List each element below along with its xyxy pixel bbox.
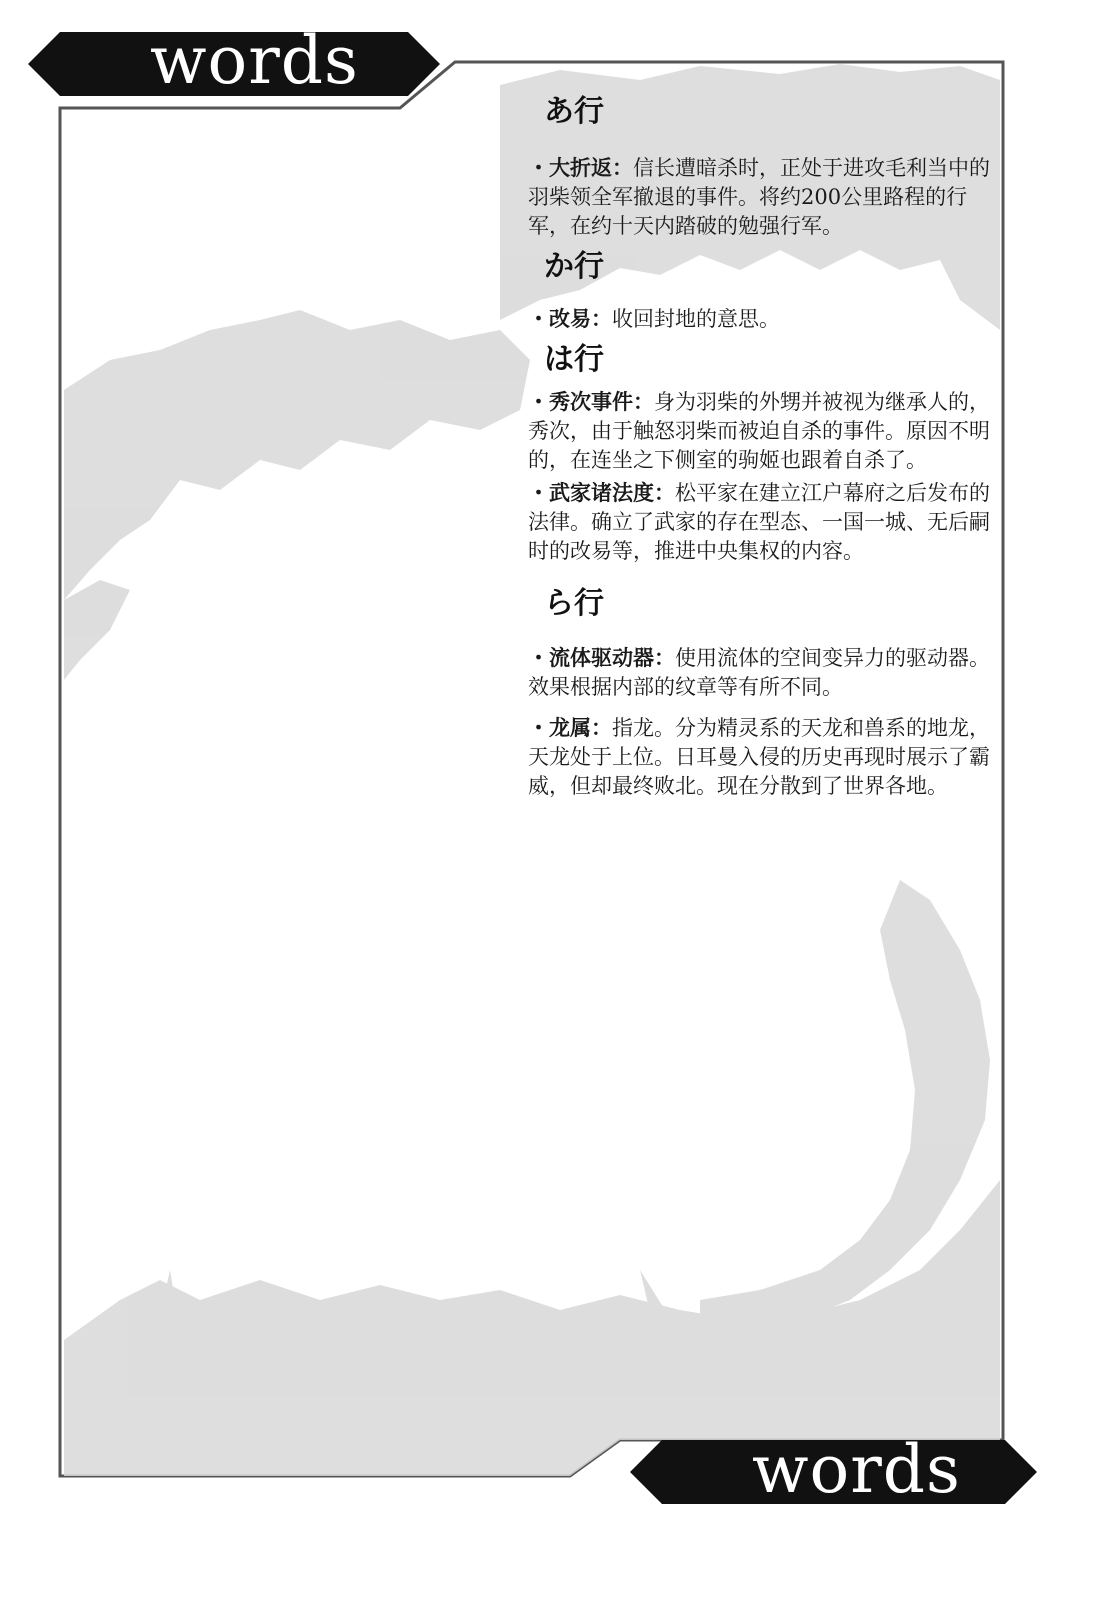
top-banner-title: words (150, 22, 359, 99)
entry-term: ・龙属： (528, 716, 612, 740)
glossary-section-a (528, 92, 990, 241)
glossary-content (528, 92, 990, 813)
section-heading: あ行 (544, 94, 604, 129)
glossary-entry (528, 305, 990, 334)
entry-term: ・秀次事件： (528, 390, 654, 414)
glossary-entry (528, 154, 990, 241)
entry-term: ・改易： (528, 307, 612, 331)
entry-term: ・大折返： (528, 156, 633, 180)
entry-text: 使用流体的空间变异力的驱动器。效果根据内部的纹章等有所不同。 (528, 646, 990, 699)
glossary-section-ha (528, 340, 990, 566)
glossary-entry (528, 714, 990, 801)
section-heading: か行 (544, 249, 604, 284)
section-heading: ら行 (544, 586, 604, 621)
entry-term: ・武家诸法度： (528, 481, 675, 505)
entry-text: 指龙。分为精灵系的天龙和兽系的地龙，天龙处于上位。日耳曼入侵的历史再现时展示了霸威，但却最终败北。现在分散到了世界各地。 (528, 716, 990, 798)
entry-text: 身为羽柴的外甥并被视为继承人的，秀次，由于触怒羽柴而被迫自杀的事件。原因不明的，在连坐之下侧室的驹姬也跟着自杀了。 (528, 390, 990, 472)
glossary-section-ra (528, 584, 990, 801)
bottom-banner-title: words (752, 1431, 961, 1508)
entry-text: 信长遭暗杀时，正处于进攻毛利当中的羽柴领全军撤退的事件。将约200公里路程的行军，在约十天内踏破的勉强行军。 (528, 156, 990, 238)
glossary-entry (528, 644, 990, 702)
entry-text: 松平家在建立江户幕府之后发布的法律。确立了武家的存在型态、一国一城、无后嗣时的改易等，推进中央集权的内容。 (528, 481, 990, 563)
section-heading: は行 (544, 342, 604, 377)
glossary-section-ka (528, 247, 990, 334)
glossary-entry (528, 388, 990, 475)
glossary-entry (528, 479, 990, 566)
entry-term: ・流体驱动器： (528, 646, 675, 670)
entry-text: 收回封地的意思。 (612, 307, 780, 331)
